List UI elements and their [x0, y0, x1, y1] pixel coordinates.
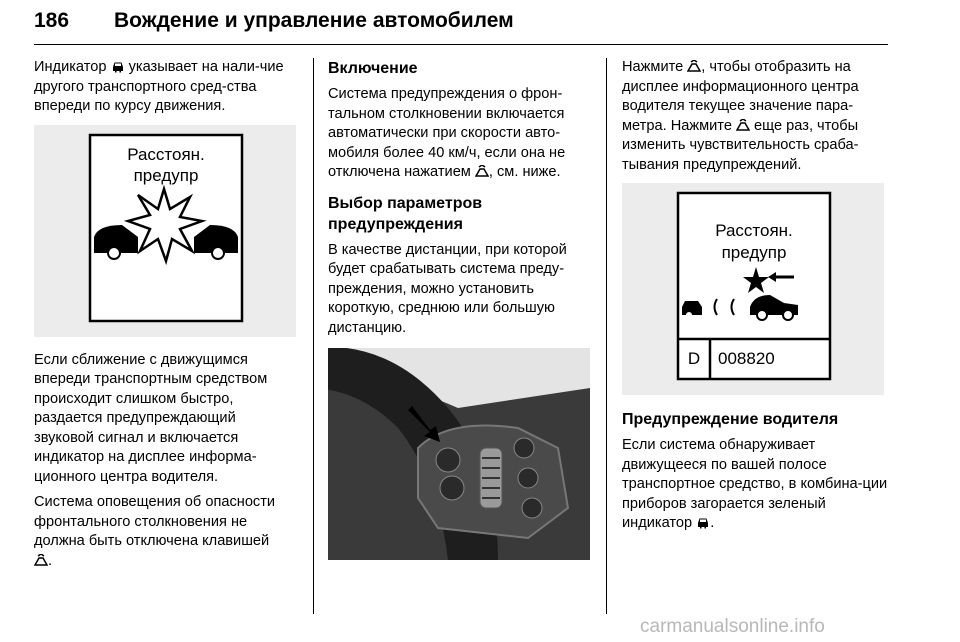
- figure-steering-wheel: [328, 348, 590, 560]
- page-number: 186: [34, 9, 70, 32]
- paragraph: Если система обнаруживает движущееся по вашей полосе транспортное средство, в комбина-ции приборов загорается зеленый индикатор .: [622, 437, 888, 531]
- paragraph: Нажмите , чтобы отобразить на дисплее информационного центра водителя текущее значение пара-метра. Нажмите еще раз, чтобы изменить чувствительность сраба-тывания предупреждений.: [622, 59, 859, 173]
- paragraph: Система предупреждения о фрон-тальном столкновении включается автоматически при скорости авто-мобиля более 40 км/ч, если она не отключена нажатием , см. ниже.: [328, 86, 566, 180]
- section-heading: Включение: [328, 60, 418, 77]
- display-label-line1: Расстоян.: [715, 221, 793, 240]
- paragraph: Система оповещения об опасности фронтального столкновения не должна быть отключена клавишей .: [34, 494, 276, 569]
- section-heading: Предупреждение водителя: [622, 411, 839, 428]
- gear-indicator: D: [687, 349, 701, 368]
- column-3: [622, 58, 890, 540]
- figure-display: [622, 183, 884, 395]
- column-divider: [606, 58, 607, 614]
- figure-label-line1: Расстоян.: [127, 144, 205, 164]
- column-1: [34, 58, 296, 577]
- paragraph: Если сближение с движущимся впереди транспортным средством происходит слишком быстро, раздается предупреждающий звуковой сигнал и включается индикатор на дисплее информа-ционного центра водителя.: [34, 351, 268, 485]
- figure-label-line2: предупр: [133, 165, 199, 185]
- watermark: carmanualsonline.info: [640, 616, 825, 637]
- paragraph: Индикатор указывает на нали-чие другого транспортного сред-ства впереди по курсу движения.: [34, 59, 284, 114]
- vehicle-ahead-icon: [111, 61, 125, 73]
- collision-warning-button-icon: [475, 165, 489, 178]
- vehicle-ahead-icon: [696, 517, 710, 529]
- page-header: [34, 0, 888, 45]
- column-2: [328, 58, 594, 560]
- steering-wheel-illustration: [328, 348, 590, 560]
- figure-distance-warning: [34, 125, 296, 337]
- odometer-reading: 008820: [718, 349, 775, 368]
- collision-warning-button-icon: [736, 119, 750, 132]
- paragraph: В качестве дистанции, при которой будет срабатывать система преду-преждения, можно установить короткую, среднюю или большую дистанцию.: [328, 241, 567, 336]
- collision-warning-button-icon: [34, 554, 48, 567]
- display-label-line2: предупр: [721, 243, 787, 262]
- page-title: Вождение и управление автомобилем: [114, 9, 514, 32]
- section-heading: Выбор параметров предупреждения: [328, 194, 483, 233]
- collision-warning-button-icon: [687, 60, 701, 73]
- column-divider: [313, 58, 314, 614]
